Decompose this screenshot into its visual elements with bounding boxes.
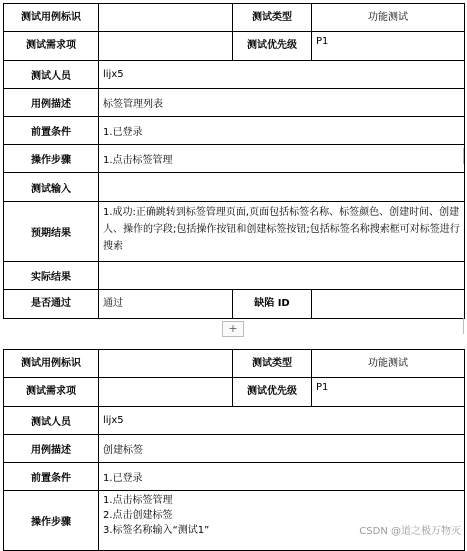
actual-result-value <box>99 262 465 290</box>
test-case-table-1 <box>3 3 465 319</box>
test-input-label: 测试输入 <box>4 173 99 202</box>
edge-handle <box>463 318 467 334</box>
test-type-label: 测试类型 <box>233 4 312 32</box>
edge-handle <box>463 148 467 164</box>
tester-label: 测试人员 <box>4 407 99 435</box>
steps-value <box>99 491 465 551</box>
test-type-label: 测试类型 <box>233 350 312 378</box>
test-type-value: 功能测试 <box>312 350 465 378</box>
steps-value: 1.点击标签管理 <box>99 145 465 173</box>
priority-value: P1 <box>312 32 465 61</box>
precondition-value: 1.已登录 <box>99 463 465 491</box>
defect-id-label: 缺陷 ID <box>233 290 312 319</box>
tester-value: lijx5 <box>99 61 465 89</box>
tester-label: 测试人员 <box>4 61 99 89</box>
case-id-label: 测试用例标识 <box>4 4 99 32</box>
expected-result-label: 预期结果 <box>4 202 99 262</box>
step-item: 2.点击创建标签 <box>103 510 173 521</box>
case-id-label: 测试用例标识 <box>4 350 99 378</box>
priority-label: 测试优先级 <box>233 32 312 61</box>
precondition-value: 1.已登录 <box>99 117 465 145</box>
description-value: 创建标签 <box>99 435 465 463</box>
description-label: 用例描述 <box>4 435 99 463</box>
priority-value: P1 <box>312 378 465 407</box>
pass-value: 通过 <box>99 290 233 319</box>
description-value: 标签管理列表 <box>99 89 465 117</box>
step-item: 3.标签名称输入“测试1” <box>103 525 210 536</box>
test-case-table-2 <box>3 349 465 551</box>
steps-label: 操作步骤 <box>4 145 99 173</box>
expected-result-value: 1.成功:正确跳转到标签管理页面,页面包括标签名称、标签颜色、创建时间、创建人、操作的字段;包括操作按钮和创建标签按钮;包括标签名称搜索框可对标签进行搜索 <box>99 202 465 262</box>
steps-label: 操作步骤 <box>4 491 99 551</box>
tester-value: lijx5 <box>99 407 465 435</box>
test-input-value <box>99 173 465 202</box>
requirement-label: 测试需求项 <box>4 378 99 407</box>
case-id-value <box>99 350 233 378</box>
case-id-value <box>99 4 233 32</box>
requirement-label: 测试需求项 <box>4 32 99 61</box>
priority-label: 测试优先级 <box>233 378 312 407</box>
csdn-watermark: CSDN @道之极万物灭 <box>359 526 461 537</box>
add-row-button[interactable]: + <box>222 321 244 337</box>
step-item: 1.点击标签管理 <box>103 495 173 506</box>
pass-label: 是否通过 <box>4 290 99 319</box>
test-type-value: 功能测试 <box>312 4 465 32</box>
requirement-value <box>99 32 233 61</box>
defect-id-value <box>312 290 465 319</box>
actual-result-label: 实际结果 <box>4 262 99 290</box>
requirement-value <box>99 378 233 407</box>
description-label: 用例描述 <box>4 89 99 117</box>
precondition-label: 前置条件 <box>4 463 99 491</box>
precondition-label: 前置条件 <box>4 117 99 145</box>
